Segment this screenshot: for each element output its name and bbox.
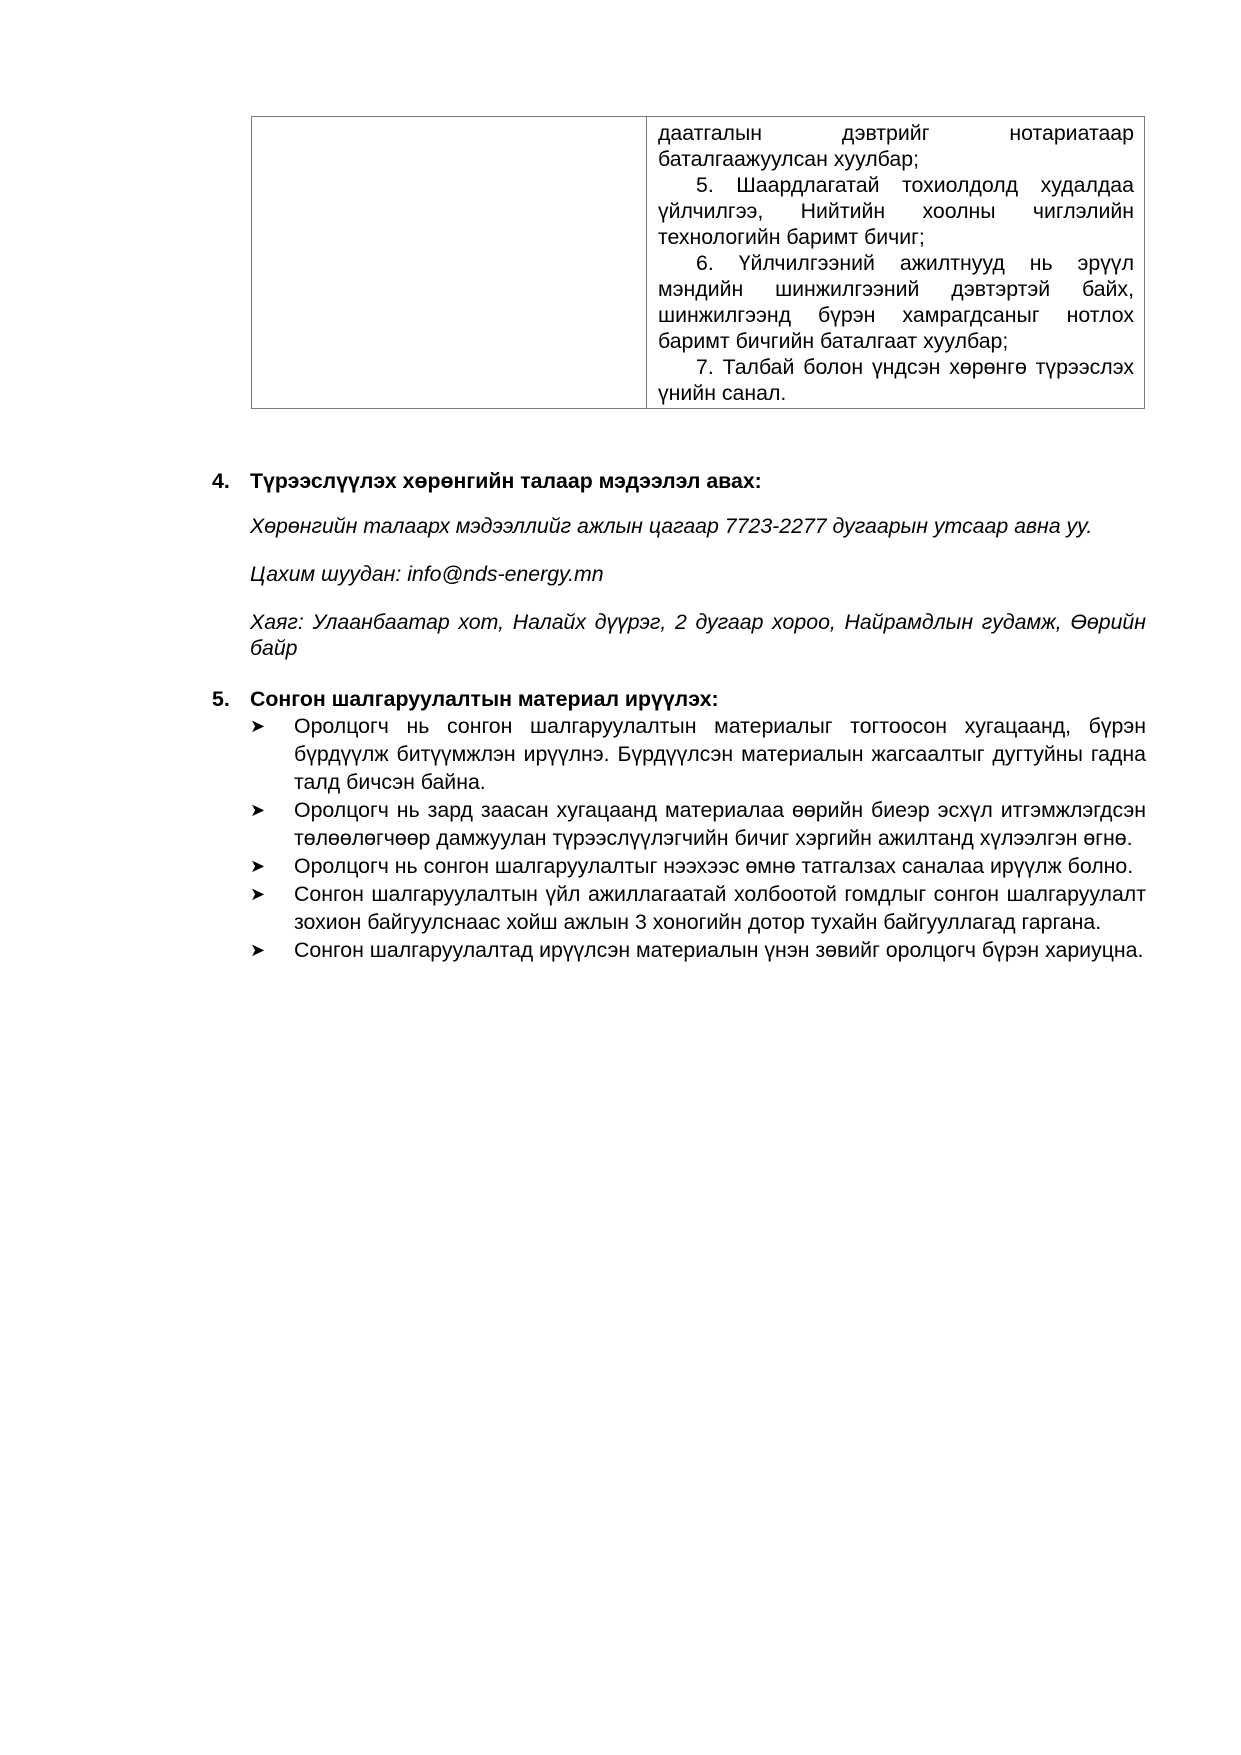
list-item: ➤ Сонгон шалгаруулалтын үйл ажиллагаатай холбоотой гомдлыг сонгон шалгаруулалт зохион байгуулснаас хойш ажлын 3 хоногийн дотор тухайн байгууллагад гаргана. [250,882,1146,934]
list-item: ➤ Оролцогч нь сонгон шалгаруулалтын материалыг тогтоосон хугацаанд, бүрэн бүрдүүлж битүүмжлэн ирүүлнэ. Бүрдүүлсэн материалын жагсаалтыг дугтуйны гадна талд бичсэн байна. [250,714,1146,794]
table-cell-requirements [647,117,1145,409]
requirements-table [251,116,1145,409]
requirement-item-7: 7. Талбай болон үндсэн хөрөнгө түрээслэх үнийн санал. [658,355,1134,405]
section-5-heading [212,686,1146,712]
section-5 [212,686,1146,964]
section-number: 5. [212,687,230,711]
address-text: Хаяг: Улаанбаатар хот, Налайх дүүрэг, 2 дугаар хороо, Найрамдлын гудамж, Өөрийн байр [250,610,1146,660]
contact-info-text: Хөрөнгийн талаарх мэдээллийг ажлын цагаар 7723-2277 дугаарын утсаар авна уу. [250,514,1093,538]
list-item: ➤ Оролцогч нь зард заасан хугацаанд материалаа өөрийн биеэр эсхүл итгэмжлэгдсэн төлөөлөгчөөр дамжуулан түрээслүүлэгчийн бичиг хэргийн ажилтанд хүлээлгэн өгнө. [250,798,1146,850]
arrowhead-bullet-icon: ➤ [250,800,266,820]
section-title: Сонгон шалгаруулалтын материал ирүүлэх: [250,687,719,711]
section-title: Түрээслүүлэх хөрөнгийн талаар мэдээлэл авах: [250,469,762,493]
table-row [252,117,1145,409]
section-4-heading [212,468,1146,494]
requirement-item-6: 6. Үйлчилгээний ажилтнууд нь эрүүл мэндийн шинжилгээний дэвтэртэй байх, шинжилгээнд бүрэн хамрагдсаныг нотлох баримт бичгийн баталгаат хуулбар; [658,251,1134,353]
arrowhead-bullet-icon: ➤ [250,940,266,960]
email-text: Цахим шуудан: info@nds-energy.mn [250,562,604,586]
table-cell-empty [252,117,647,409]
requirement-text: даатгалын дэвтрийг нотариатаар баталгаажуулсан хуулбар; [658,121,1134,171]
arrowhead-bullet-icon: ➤ [250,856,266,876]
arrowhead-bullet-icon: ➤ [250,716,266,736]
section-number: 4. [212,469,230,493]
requirement-item-5: 5. Шаардлагатай тохиолдолд худалдаа үйлчилгээ, Нийтийн хоолны чиглэлийн технологийн баримт бичиг; [658,173,1134,249]
list-item: ➤ Оролцогч нь сонгон шалгаруулалтыг нээхээс өмнө татгалзах саналаа ирүүлж болно. [250,854,1134,878]
list-item: ➤ Сонгон шалгаруулалтад ирүүлсэн материалын үнэн зөвийг оролцогч бүрэн хариуцна. [250,938,1144,962]
section-4 [212,468,1146,661]
arrowhead-bullet-icon: ➤ [250,884,266,904]
